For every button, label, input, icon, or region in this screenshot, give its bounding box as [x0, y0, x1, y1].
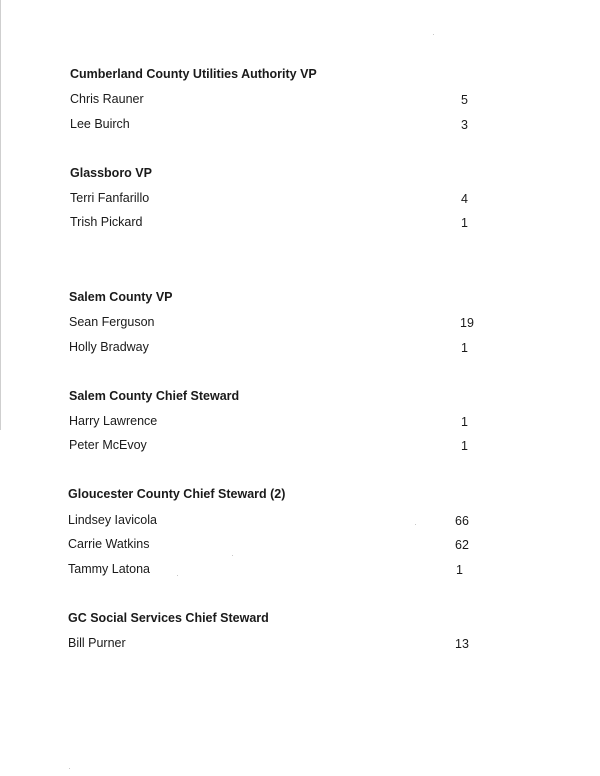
vote-count: 13 [455, 637, 469, 651]
candidate-name: Terri Fanfarillo [70, 191, 150, 205]
candidate-name: Tammy Latona [68, 562, 150, 576]
vote-count: 4 [461, 192, 468, 206]
candidate-name: Chris Rauner [70, 92, 144, 106]
section-title: Gloucester County Chief Steward (2) [68, 487, 286, 501]
candidate-name: Peter McEvoy [69, 438, 147, 452]
scan-speck [232, 555, 233, 556]
vote-count: 62 [455, 538, 469, 552]
candidate-name: Lindsey Iavicola [68, 513, 157, 527]
candidate-name: Lee Buirch [70, 117, 130, 131]
vote-count: 19 [460, 316, 474, 330]
candidate-name: Sean Ferguson [69, 315, 155, 329]
vote-count: 1 [461, 415, 468, 429]
vote-count: 1 [461, 341, 468, 355]
vote-count: 66 [455, 514, 469, 528]
candidate-name: Carrie Watkins [68, 537, 150, 551]
scan-speck [433, 34, 434, 35]
vote-count: 1 [461, 216, 468, 230]
scan-speck [69, 768, 70, 769]
scan-edge-line [0, 0, 1, 430]
section-title: Salem County VP [69, 290, 173, 304]
section-title: GC Social Services Chief Steward [68, 611, 269, 625]
vote-count: 1 [461, 439, 468, 453]
candidate-name: Holly Bradway [69, 340, 149, 354]
section-title: Cumberland County Utilities Authority VP [70, 67, 317, 81]
vote-count: 5 [461, 93, 468, 107]
candidate-name: Harry Lawrence [69, 414, 158, 428]
vote-count: 3 [461, 118, 468, 132]
vote-count: 1 [456, 563, 463, 577]
candidate-name: Bill Purner [68, 636, 126, 650]
section-title: Glassboro VP [70, 166, 152, 180]
candidate-name: Trish Pickard [70, 215, 143, 229]
section-title: Salem County Chief Steward [69, 389, 240, 403]
scan-speck [177, 575, 178, 576]
scan-speck [415, 524, 416, 525]
